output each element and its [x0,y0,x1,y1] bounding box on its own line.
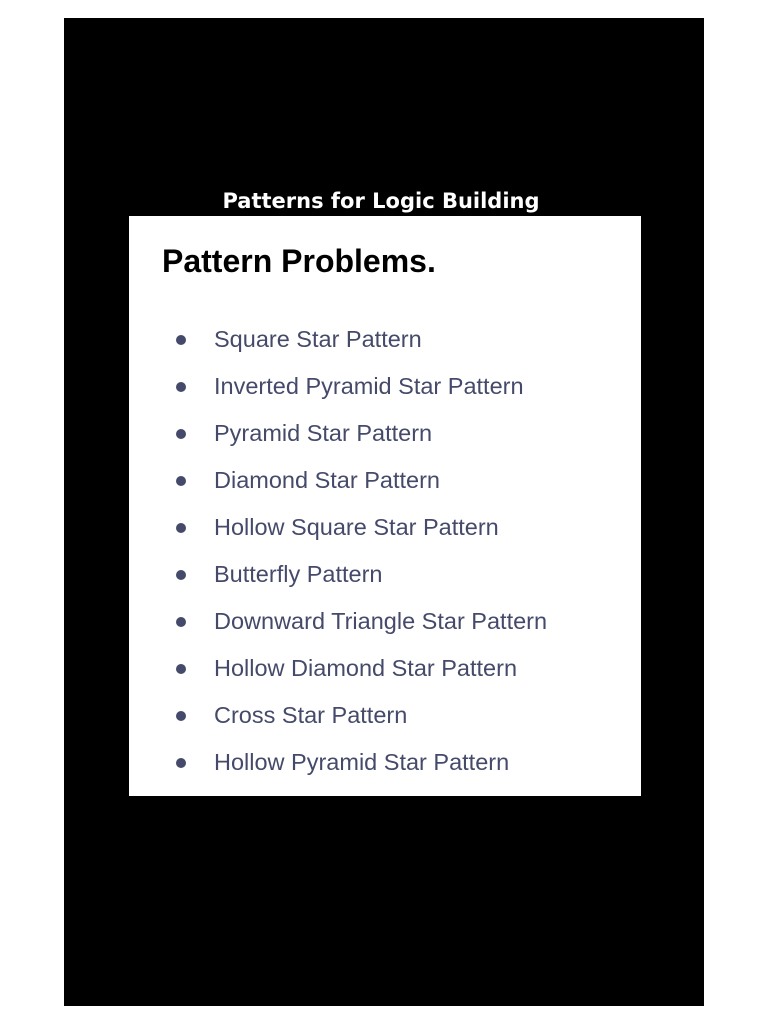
bullet-icon [176,476,186,486]
bullet-icon [176,335,186,345]
bullet-icon [176,664,186,674]
list-item-label: Hollow Pyramid Star Pattern [214,748,510,775]
list-item-label: Pyramid Star Pattern [214,419,433,446]
bullet-icon [176,617,186,627]
bullet-icon [176,382,186,392]
list-item-label: Hollow Square Star Pattern [214,513,499,540]
bullet-icon [176,429,186,439]
list-item-label: Downward Triangle Star Pattern [214,607,548,634]
list-item-label: Hollow Diamond Star Pattern [214,654,518,681]
bullet-icon [176,758,186,768]
bullet-icon [176,570,186,580]
bullet-icon [176,523,186,533]
list-item-label: Inverted Pyramid Star Pattern [214,372,524,399]
card-title: Pattern Problems. [162,243,436,279]
list-item-label: Square Star Pattern [214,325,422,352]
bullet-icon [176,711,186,721]
list-item-label: Cross Star Pattern [214,701,408,728]
slide-heading: Patterns for Logic Building [222,189,540,213]
list-item-label: Butterfly Pattern [214,560,383,587]
slide-frame [64,18,704,1006]
list-item-label: Diamond Star Pattern [214,466,440,493]
pattern-card [129,216,641,796]
